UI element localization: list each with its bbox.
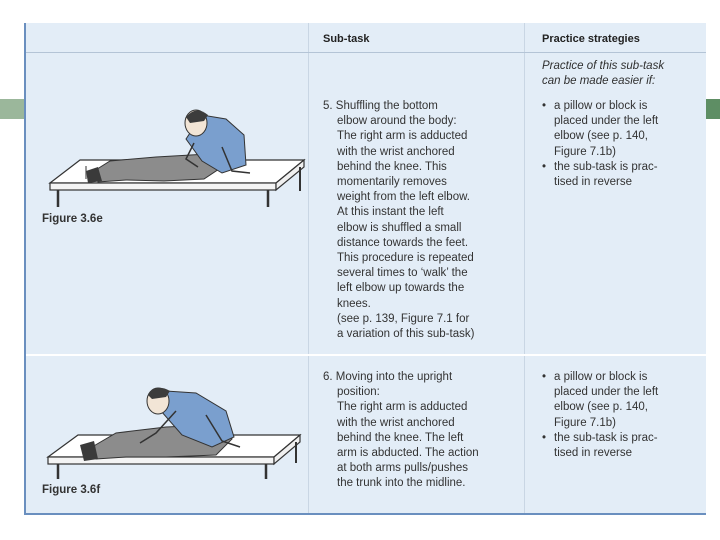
subtask-text-6: 6. Moving into the upright position: The right arm is adducted with the wrist anchored behind the knee. The left arm is abducted. The action at both arms pulls/pushes the trunk into the midline. [323, 371, 479, 490]
practice-strategies-6 [540, 370, 658, 461]
right-accent-bar [706, 99, 720, 119]
subtask-text-5: 5. Shuffling the bottom elbow around the body: The right arm is adducted with the wrist anchored behind the knee. This momentarily removes weight from the left elbow. At this instant the left elbow is shuffled a small distance towards the feet. This procedure is repeated several times to ‘walk’ the left elbow up towards the knees. (see p. 139, Figure 7.1 for a variation of this sub-task) [323, 100, 475, 341]
table-edge [50, 183, 276, 190]
strategy-item: • the sub-task is prac- tised in reverse [542, 431, 658, 460]
header-divider [26, 52, 706, 53]
figure-label: Figure 3.6f [42, 484, 101, 496]
practice-intro: Practice of this sub-task can be made easier if: [542, 60, 665, 87]
figure-3-6f-illustration [36, 363, 311, 483]
left-accent-bar [0, 99, 24, 119]
figure-3-6e-illustration [36, 91, 311, 211]
figure-label: Figure 3.6e [42, 213, 103, 225]
header-practice-strategies: Practice strategies [542, 33, 640, 45]
strategy-item: • a pillow or block is placed under the left elbow (see p. 140, Figure 7.1b) [542, 371, 659, 429]
strategy-item: • the sub-task is prac- tised in reverse [542, 160, 658, 189]
practice-strategies-5 [540, 99, 658, 190]
row-divider [26, 354, 706, 356]
subtask-table [24, 23, 706, 515]
table-edge [48, 457, 274, 464]
header-subtask: Sub-task [323, 33, 370, 45]
strategy-item: • a pillow or block is placed under the left elbow (see p. 140, Figure 7.1b) [542, 100, 659, 158]
column-divider [524, 23, 525, 513]
